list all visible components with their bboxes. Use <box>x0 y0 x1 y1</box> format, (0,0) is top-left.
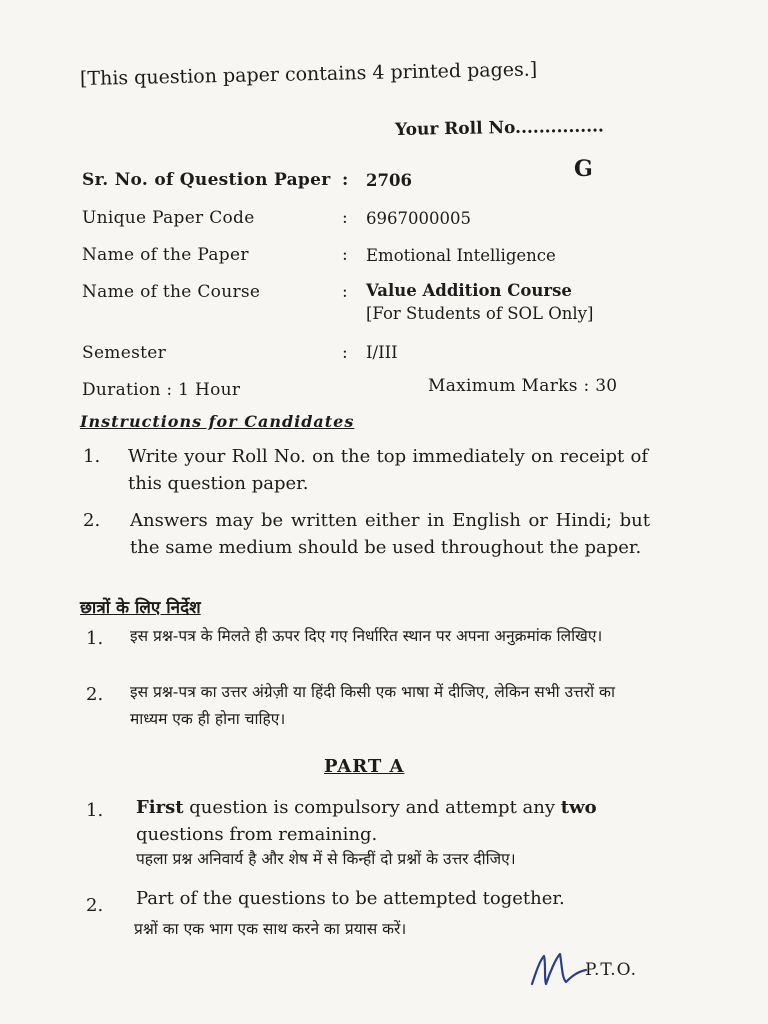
please-turn-over: P.T.O. <box>585 960 637 980</box>
part-a-item-2-text: Part of the questions to be attempted together. <box>136 888 565 909</box>
hindi-instruction-1-text: इस प्रश्न-पत्र के मिलते ही ऊपर दिए गए निर्धारित स्थान पर अपना अनुक्रमांक लिखिए। <box>130 627 603 645</box>
hindi-instruction-2-number: 2. <box>86 684 104 705</box>
course-sub-value: [For Students of SOL Only] <box>366 304 594 323</box>
serial-label: Sr. No. of Question Paper <box>82 170 331 190</box>
paper-name-colon: : <box>342 245 348 265</box>
paper-code-label: Unique Paper Code <box>82 208 255 228</box>
hindi-instruction-1-number: 1. <box>86 628 104 649</box>
part-a-item-1-number: 1. <box>86 800 104 821</box>
emphasis-first: First <box>136 797 184 818</box>
hindi-instructions-heading: छात्रों के लिए निर्देश <box>80 598 201 618</box>
instructions-heading: Instructions for Candidates <box>80 412 355 431</box>
part-a-item-1-end: questions from remaining. <box>136 824 378 845</box>
part-a-item-1-hindi: पहला प्रश्न अनिवार्य है और शेष में से किन्हीं दो प्रश्नों के उत्तर दीजिए। <box>136 850 516 868</box>
course-name-value: Value Addition Course <box>366 281 572 300</box>
part-a-item-1-text <box>136 794 648 848</box>
course-name-colon: : <box>342 282 348 302</box>
instruction-1-text: Write your Roll No. on the top immediately on receipt of this question paper. <box>128 446 648 494</box>
handwritten-initials-icon <box>528 948 590 990</box>
serial-value: 2706 <box>366 171 412 190</box>
paper-code-colon: : <box>342 208 348 228</box>
paper-code-value: 6967000005 <box>366 209 471 228</box>
page-count-note: [This question paper contains 4 printed pages.] <box>79 58 538 90</box>
semester-value: I/III <box>366 343 398 362</box>
part-a-item-2-hindi: प्रश्नों का एक भाग एक साथ करने का प्रयास करें। <box>134 920 407 938</box>
semester-colon: : <box>342 343 348 363</box>
course-name-label: Name of the Course <box>82 282 261 302</box>
part-a-item-1-mid: question is compulsory and attempt any <box>183 797 561 818</box>
paper-name-value: Emotional Intelligence <box>366 246 556 265</box>
instruction-2-text: Answers may be written either in English or Hindi; but the same medium should be used throughout the paper. <box>130 510 650 558</box>
series-letter: G <box>574 156 593 182</box>
paper-name-label: Name of the Paper <box>82 245 249 265</box>
semester-label: Semester <box>82 343 167 363</box>
duration: Duration : 1 Hour <box>82 380 241 400</box>
emphasis-two: two <box>560 797 597 818</box>
part-a-title: PART A <box>324 756 405 777</box>
part-a-item-2-number: 2. <box>86 895 104 916</box>
instruction-1-number: 1. <box>83 446 101 467</box>
instruction-2-number: 2. <box>83 510 101 531</box>
max-marks: Maximum Marks : 30 <box>428 376 618 396</box>
serial-colon: : <box>342 170 349 190</box>
roll-number-label: Your Roll No............... <box>394 116 605 140</box>
hindi-instruction-2-text: इस प्रश्न-पत्र का उत्तर अंग्रेज़ी या हिंदी किसी एक भाषा में दीजिए, लेकिन सभी उत्तरों का माध्यम एक ही होना चाहिए। <box>130 683 615 728</box>
